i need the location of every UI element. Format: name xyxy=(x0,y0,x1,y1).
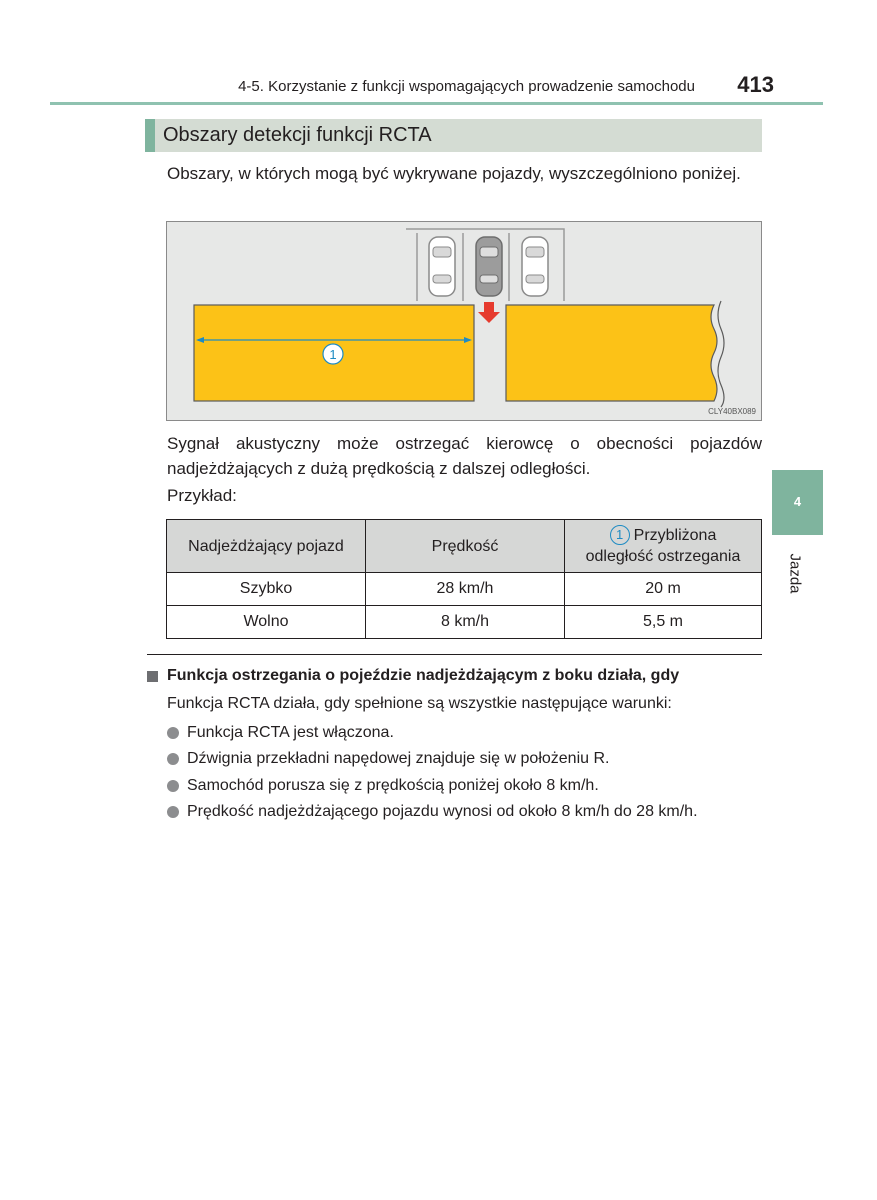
detection-area-diagram xyxy=(166,221,762,421)
parked-car-right xyxy=(522,237,548,296)
table-row xyxy=(167,606,762,639)
reversing-car xyxy=(476,237,502,296)
list-item-text: Funkcja RCTA jest włączona. xyxy=(187,724,394,741)
list-item-text: Prędkość nadjeżdżającego pojazdu wynosi od około 8 km/h do 28 km/h. xyxy=(187,802,698,820)
cell-distance: 20 m xyxy=(565,573,762,606)
detection-zone-right xyxy=(506,305,717,401)
header-vehicle: Nadjeżdżający pojazd xyxy=(167,520,366,573)
header-rule xyxy=(50,102,823,105)
distance-marker-number: 1 xyxy=(329,347,337,362)
conditions-intro: Funkcja RCTA działa, gdy spełnione są wszystkie następujące warunki: xyxy=(167,695,672,712)
list-item xyxy=(167,799,698,825)
header-speed: Prędkość xyxy=(366,520,565,573)
intro-paragraph: Obszary, w których mogą być wykrywane pojazdy, wyszczególniono poniżej. xyxy=(167,164,741,183)
header-distance-line2: odległość ostrzegania xyxy=(585,548,741,565)
bullet-dot-icon xyxy=(167,727,179,739)
chapter-tab-number: 4 xyxy=(793,494,802,509)
page-number: 413 xyxy=(737,72,774,97)
section-title: Obszary detekcji funkcji RCTA xyxy=(163,124,432,146)
header-distance-line1: Przybliżona xyxy=(633,527,717,544)
bullet-dot-icon xyxy=(167,753,179,765)
list-item-text: Dźwignia przekładni napędowej znajduje się w położeniu R. xyxy=(187,750,610,768)
bullet-dot-icon xyxy=(167,806,179,818)
bullet-dot-icon xyxy=(167,780,179,792)
chapter-tab-label: Jazda xyxy=(786,553,804,594)
image-code: CLY40BX089 xyxy=(708,407,756,416)
table-header-row xyxy=(167,520,762,573)
square-bullet-icon xyxy=(147,671,158,682)
example-label: Przykład: xyxy=(167,486,237,505)
parked-car-left xyxy=(429,237,455,296)
cell-vehicle: Szybko xyxy=(167,573,366,606)
chapter-tab xyxy=(772,470,823,535)
diagram-svg xyxy=(166,221,762,421)
conditions-list xyxy=(167,720,698,825)
list-item xyxy=(167,773,698,799)
header-distance xyxy=(565,520,762,573)
warning-paragraph: Sygnał akustyczny może ostrzegać kierowcę o obecności pojazdów nadjeżdżających z dużą prędkością z dalszej odległości. xyxy=(167,434,762,478)
table-row xyxy=(167,573,762,606)
distance-number-badge: 1 xyxy=(610,525,630,545)
list-item xyxy=(167,746,698,772)
cell-speed: 28 km/h xyxy=(366,573,565,606)
list-item-text: Samochód porusza się z prędkością poniżej około 8 km/h. xyxy=(187,776,599,794)
cell-vehicle: Wolno xyxy=(167,606,366,639)
cell-distance: 5,5 m xyxy=(565,606,762,639)
conditions-heading: Funkcja ostrzegania o pojeździe nadjeżdżającym z boku działa, gdy xyxy=(167,667,680,684)
warning-distance-table xyxy=(166,519,762,639)
chapter-title: 4-5. Korzystanie z funkcji wspomagających prowadzenie samochodu xyxy=(238,78,695,95)
section-heading xyxy=(145,119,762,152)
list-item xyxy=(167,720,698,746)
cell-speed: 8 km/h xyxy=(366,606,565,639)
section-divider xyxy=(147,654,762,655)
